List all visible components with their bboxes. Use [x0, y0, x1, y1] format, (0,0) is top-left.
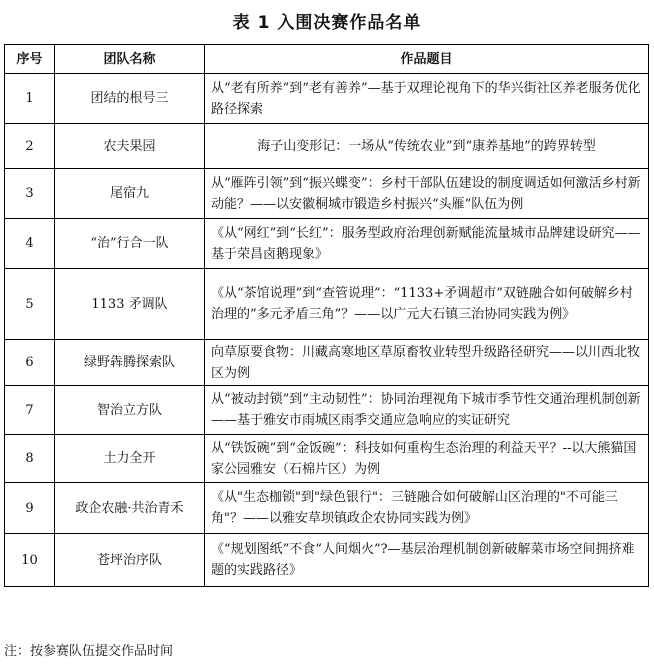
finalist-table	[4, 44, 649, 587]
row-no: 2	[5, 124, 55, 169]
row-team: 绿野犇腾探索队	[55, 340, 205, 386]
header-team: 团队名称	[55, 45, 205, 74]
table-row	[5, 386, 649, 435]
row-team: 政企农融·共治青禾	[55, 483, 205, 534]
table-row	[5, 435, 649, 483]
table-row	[5, 219, 649, 269]
table-caption: 表 1 入围决赛作品名单	[232, 13, 422, 33]
row-title: 从“老有所养”到“老有善养”—基于双理论视角下的华兴街社区养老服务优化路径探索	[205, 74, 649, 124]
row-title: 从“被动封锁”到“主动韧性”：协同治理视角下城市季节性交通治理机制创新——基于雅安市雨城区雨季交通应急响应的实证研究	[205, 386, 649, 435]
header-no: 序号	[5, 45, 55, 74]
row-title: 《从“网红”到“长红”：服务型政府治理创新赋能流量城市品牌建设研究——基于荣昌卤鹅现象》	[205, 219, 649, 269]
table-header-row	[5, 45, 649, 74]
row-no: 8	[5, 435, 55, 483]
row-team: 尾宿九	[55, 169, 205, 219]
row-team: 团结的根号三	[55, 74, 205, 124]
row-team: 土力全开	[55, 435, 205, 483]
row-title: 《从“茶馆说理”到“查管说理”：“1133+矛调超市”双链融合如何破解乡村治理的“多元矛盾三角”？——以广元大石镇三治协同实践为例》	[205, 269, 649, 340]
row-team: 农夫果园	[55, 124, 205, 169]
row-no: 3	[5, 169, 55, 219]
row-no: 4	[5, 219, 55, 269]
table-row	[5, 534, 649, 587]
row-no: 9	[5, 483, 55, 534]
row-team: 智治立方队	[55, 386, 205, 435]
row-no: 10	[5, 534, 55, 587]
row-no: 6	[5, 340, 55, 386]
table-row	[5, 269, 649, 340]
row-team: “治”行合一队	[55, 219, 205, 269]
row-no: 1	[5, 74, 55, 124]
header-work: 作品题目	[205, 45, 649, 74]
table-row	[5, 169, 649, 219]
row-no: 5	[5, 269, 55, 340]
table-row	[5, 74, 649, 124]
row-title: 从“铁饭碗”到“金饭碗”：科技如何重构生态治理的利益天平？--以大熊猫国家公园雅安（石棉片区）为例	[205, 435, 649, 483]
row-team: 苍坪治序队	[55, 534, 205, 587]
row-no: 7	[5, 386, 55, 435]
table-note: 注：按参赛队伍提交作品时间	[4, 644, 174, 659]
table-row	[5, 483, 649, 534]
row-title: 向草原要食物：川藏高寒地区草原畜牧业转型升级路径研究——以川西北牧区为例	[205, 340, 649, 386]
table-row	[5, 340, 649, 386]
row-title: 《“规划图纸”不食“人间烟火”?—基层治理机制创新破解菜市场空间拥挤难题的实践路径》	[205, 534, 649, 587]
row-title: 《从"生态枷锁"到"绿色银行"：三链融合如何破解山区治理的"不可能三角"？——以雅安草坝镇政企农协同实践为例》	[205, 483, 649, 534]
row-title: 从“雁阵引领”到“振兴蝶变”：乡村干部队伍建设的制度调适如何激活乡村新动能？——以安徽桐城市锻造乡村振兴“头雁”队伍为例	[205, 169, 649, 219]
table-row	[5, 124, 649, 169]
row-title: 海子山变形记：一场从“传统农业”到“康养基地”的跨界转型	[205, 124, 649, 169]
row-team: 1133 矛调队	[55, 269, 205, 340]
